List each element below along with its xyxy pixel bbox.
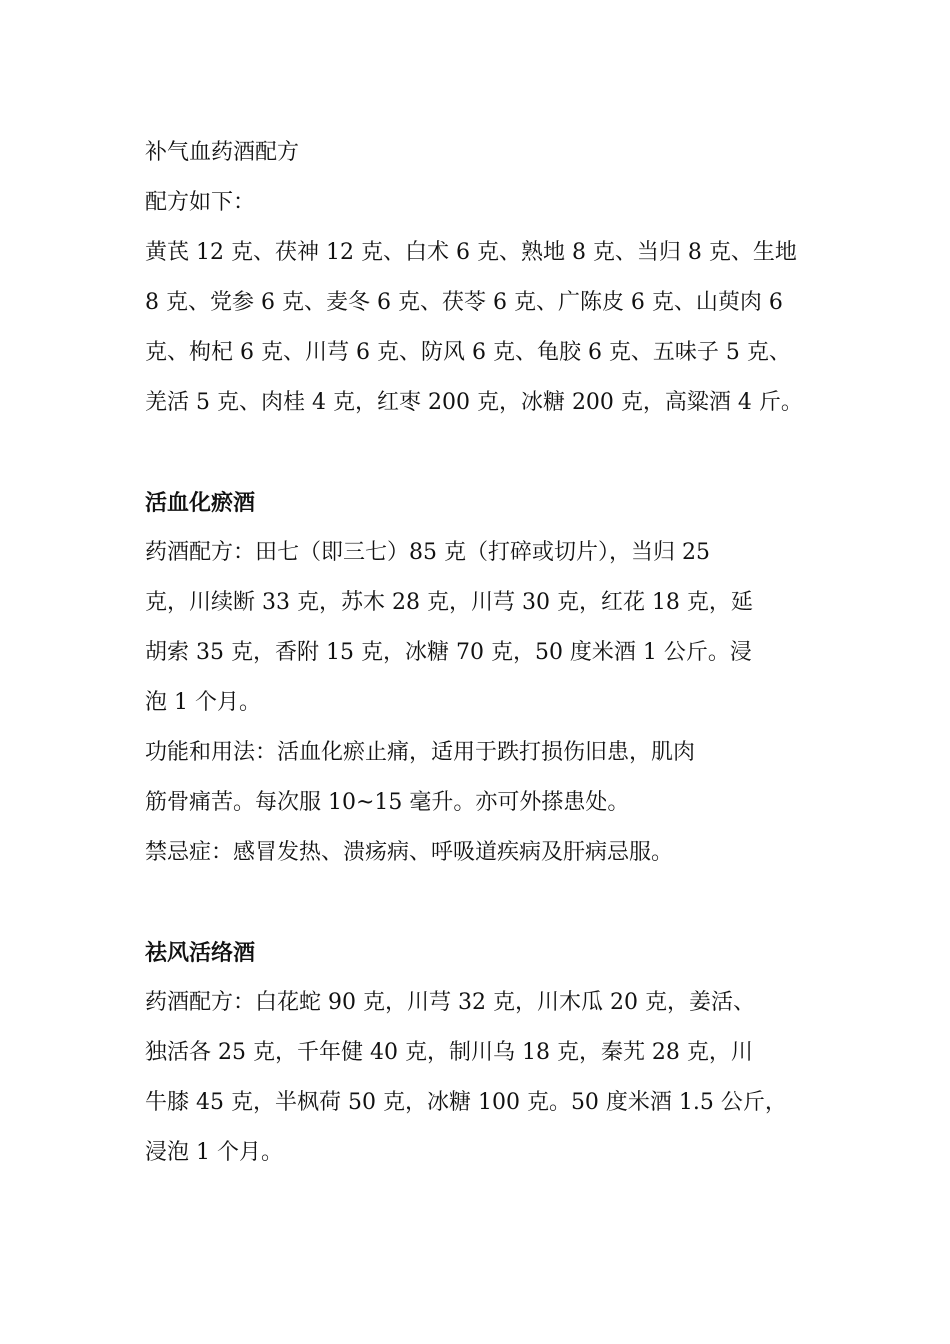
section1-line: 克、枸杞 6 克、川芎 6 克、防风 6 克、龟胶 6 克、五味子 5 克、 <box>145 340 791 365</box>
section3-line: 独活各 25 克，千年健 40 克，制川乌 18 克，秦艽 28 克，川 <box>145 1040 753 1065</box>
section2-line: 胡索 35 克，香附 15 克，冰糖 70 克，50 度米酒 1 公斤。浸 <box>145 640 752 665</box>
section3-line: 牛膝 45 克，半枫荷 50 克，冰糖 100 克。50 度米酒 1.5 公斤， <box>145 1090 787 1115</box>
section1-title: 补气血药酒配方 <box>145 140 300 165</box>
section2-title: 活血化瘀酒 <box>145 490 256 516</box>
section2-line: 泡 1 个月。 <box>145 690 261 715</box>
section-spacer <box>145 878 813 928</box>
section1-line: 黄芪 12 克、茯神 12 克、白术 6 克、熟地 8 克、当归 8 克、生地 <box>145 240 797 265</box>
section-spacer <box>145 428 813 478</box>
section2-line: 药酒配方：田七（即三七）85 克（打碎或切片），当归 25 <box>145 540 710 565</box>
section3-line: 药酒配方：白花蛇 90 克，川芎 32 克，川木瓜 20 克，姜活、 <box>145 990 755 1015</box>
section1-line: 8 克、党参 6 克、麦冬 6 克、茯苓 6 克、广陈皮 6 克、山萸肉 6 <box>145 290 783 315</box>
section3-line: 浸泡 1 个月。 <box>145 1140 283 1165</box>
section2-line: 功能和用法：活血化瘀止痛，适用于跌打损伤旧患，肌肉 <box>145 740 696 765</box>
section1-line: 羌活 5 克、肉桂 4 克，红枣 200 克，冰糖 200 克，高粱酒 4 斤。 <box>145 390 803 415</box>
section2-line: 克，川续断 33 克，苏木 28 克，川芎 30 克，红花 18 克，延 <box>145 590 753 615</box>
section1-intro: 配方如下： <box>145 190 256 215</box>
document-body <box>145 128 813 1178</box>
section2-line: 禁忌症：感冒发热、溃疡病、呼吸道疾病及肝病忌服。 <box>145 840 674 865</box>
section3-title: 祛风活络酒 <box>145 940 256 966</box>
section2-line: 筋骨痛苦。每次服 10~15 毫升。亦可外搽患处。 <box>145 790 630 815</box>
